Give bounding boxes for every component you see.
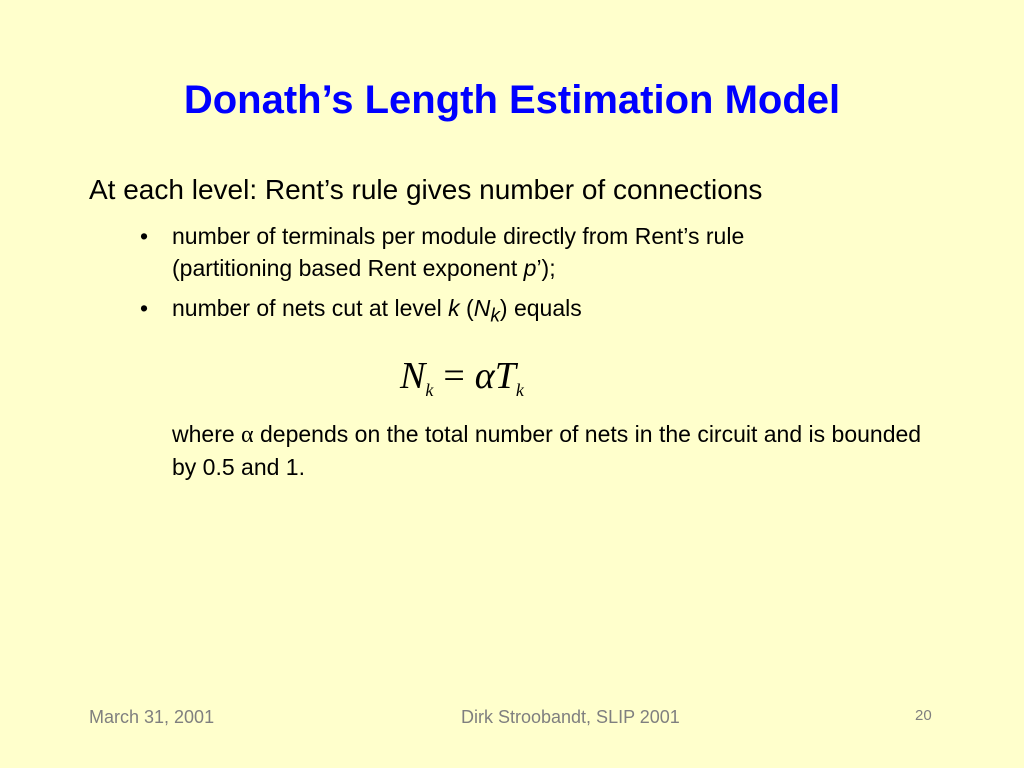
- bullet-icon: •: [140, 223, 149, 249]
- alpha-explanation: [172, 418, 932, 483]
- footer-date: March 31, 2001: [89, 707, 215, 727]
- nets-var-subscript: k: [490, 305, 500, 327]
- formula-lhs-subscript: k: [425, 380, 434, 400]
- footer-author: Dirk Stroobandt, SLIP 2001: [461, 707, 680, 727]
- formula-equals: =: [443, 355, 465, 397]
- explanation-rest: depends on the total number of nets in the circuit and is bounded by 0.5 and 1.: [172, 421, 922, 480]
- bullet-text-line1: number of terminals per module directly from Rent’s rule: [172, 223, 745, 249]
- formula-rhs-subscript: k: [515, 380, 524, 400]
- bullet-text-end: ) equals: [499, 295, 582, 321]
- page-number: 20: [915, 707, 932, 724]
- alpha-symbol: α: [241, 422, 254, 448]
- bullet-text-line2-end: ’);: [536, 255, 556, 281]
- bullet-item-nets-cut: [140, 292, 910, 333]
- level-var: k: [448, 295, 460, 321]
- slide-title: Donath’s Length Estimation Model: [183, 78, 841, 122]
- rent-exponent-var: p: [523, 255, 537, 281]
- bullet-icon: •: [140, 295, 149, 321]
- nets-var: N: [473, 295, 491, 321]
- bullet-text-line2: (partitioning based Rent exponent: [172, 255, 524, 281]
- formula-alpha: α: [474, 355, 495, 397]
- formula-lhs: N: [400, 355, 426, 397]
- formula: [400, 352, 524, 414]
- bullet-item-terminals: [140, 220, 910, 284]
- explanation-start: where: [172, 421, 242, 447]
- bullet-list: [140, 220, 910, 341]
- main-statement: At each level: Rent’s rule gives number of connections: [89, 174, 763, 205]
- paren-open: (: [459, 295, 474, 321]
- formula-rhs: T: [494, 355, 516, 397]
- bullet-text: number of nets cut at level: [172, 295, 449, 321]
